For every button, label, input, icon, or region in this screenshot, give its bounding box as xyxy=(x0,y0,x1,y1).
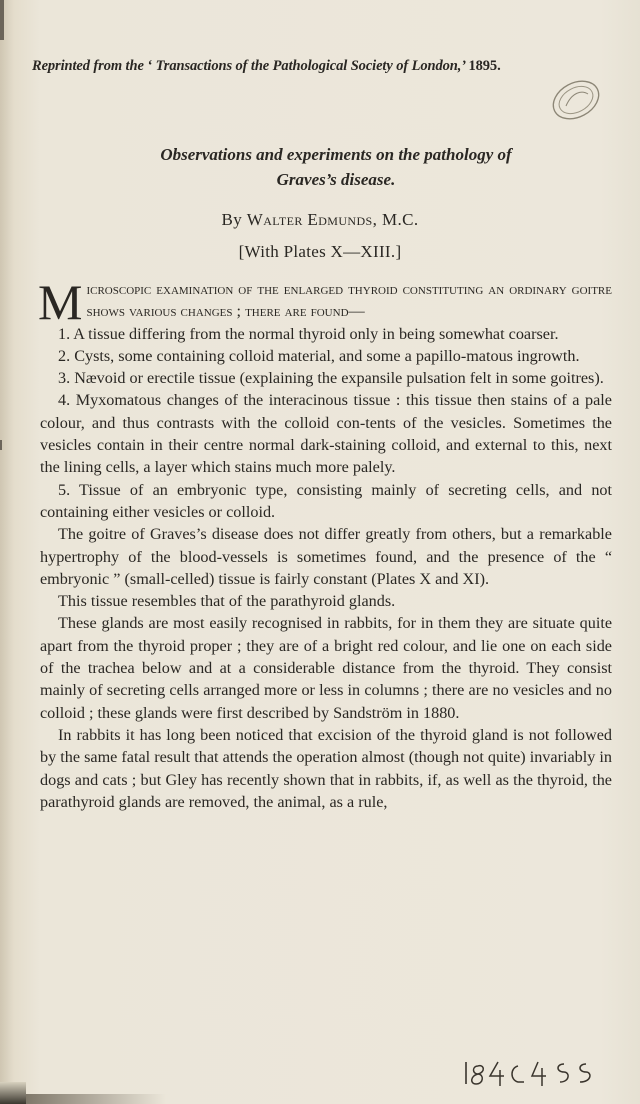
scan-corner-shadow xyxy=(0,1082,26,1104)
article-title xyxy=(66,142,606,192)
scan-bottom-shadow xyxy=(26,1094,166,1104)
paragraph: The goitre of Graves’s disease does not differ greatly from others, but a remarkable hypertrophy of the blood-vessels is sometimes found, and the presence of the “ embryonic ” (small-celled) tissue is fairly constant (Plates X and XI). xyxy=(40,525,612,588)
paragraph: 1. A tissue differing from the normal thyroid only in being somewhat coarser. xyxy=(58,324,559,343)
author-line xyxy=(0,210,640,230)
paragraph-intro xyxy=(38,274,612,330)
paragraph: In rabbits it has long been noticed that excision of the thyroid gland is not followed by the same fatal result that attends the operation almost (though not quite) invariably in dogs and cats ; but Gley has recently shown that in rabbits, if, as well as the thyroid, the parathyroid glands are removed, the animal, as a rule, xyxy=(40,725,612,811)
reprint-source: Reprinted from the ‘ Transactions of the Pathological Society of London,’ xyxy=(32,58,465,74)
article-body xyxy=(38,274,612,813)
binding-edge-mark xyxy=(0,440,2,450)
reprint-header xyxy=(32,58,612,75)
paragraph: 3. Nævoid or erectile tissue (explaining the expansile pulsation felt in some goitres). xyxy=(58,369,604,388)
library-stamp-icon xyxy=(546,78,604,124)
reprint-year: 1895. xyxy=(468,58,501,74)
title-line-1: Observations and experiments on the pathology of xyxy=(160,145,512,164)
paragraph: 5. Tissue of an embryonic type, consisting mainly of secreting cells, and not containing either vesicles or colloid. xyxy=(40,480,612,521)
binding-edge-mark xyxy=(0,0,4,40)
handwritten-accession-number xyxy=(460,1056,600,1090)
paragraph: This tissue resembles that of the parathyroid glands. xyxy=(58,592,396,611)
title-line-2: Graves’s disease. xyxy=(276,170,396,189)
paragraph: These glands are most easily recognised in rabbits, for in them they are situate quite apart from the thyroid proper ; they are of a bright red colour, and lie one on each side of the trachea below and at a considerable distance from the thyroid. They consist mainly of secreting cells arranged more or less in columns ; there are no vesicles and no colloid ; these glands were first described by Sandström in 1880. xyxy=(40,614,612,722)
paragraph: 4. Myxomatous changes of the interacinous tissue : this tissue then stains of a pale colour, and thus contrasts with the colloid con-tents of the vesicles. Sometimes the vesicles contain in their centre normal dark-staining colloid, and external to this, next the lining cells, a layer which stains much more palely. xyxy=(40,391,612,477)
drop-cap: M xyxy=(38,274,83,330)
paragraph-intro-text: icroscopic examination of the enlarged thyroid constituting an ordinary goitre shows various changes ; there are found— xyxy=(86,280,612,321)
author-degree: M.C. xyxy=(381,210,419,229)
plates-note: [With Plates X—XIII.] xyxy=(238,242,402,261)
paragraph: 2. Cysts, some containing colloid material, and some a papillo-matous ingrowth. xyxy=(58,346,580,365)
author-name: Walter Edmunds, xyxy=(246,210,378,229)
author-by: By xyxy=(221,210,243,229)
